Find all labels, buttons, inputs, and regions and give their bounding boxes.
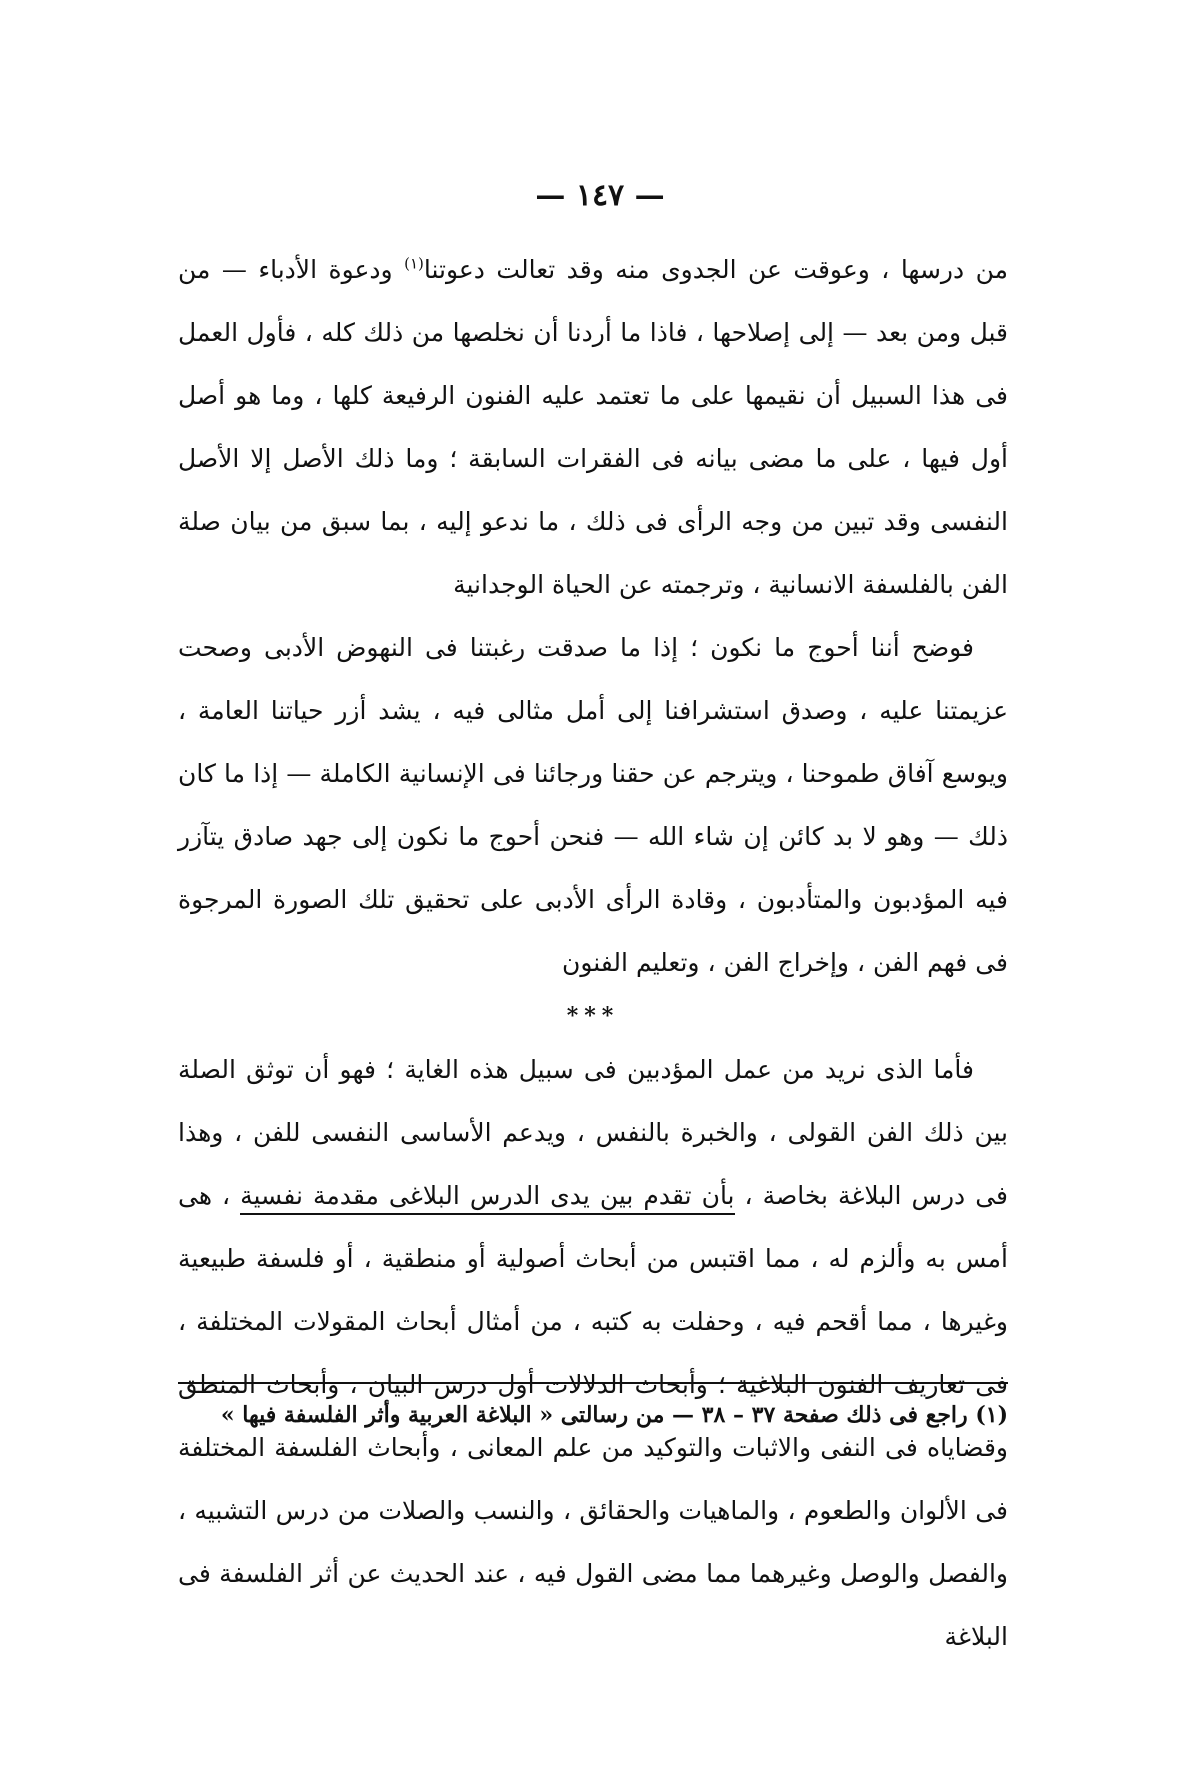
paragraph-3-text-before-underline: فأما الذى نريد من عمل المؤدبين فى سبيل هذه الغاية ؛ فهو أن توثق الصلة بين ذلك الفن القولى ، والخبرة بالنفس ، ويدعم الأساسى النفسى للفن ، وهذا فى درس البلاغة بخاصة ، (178, 1055, 1008, 1210)
footnote-divider (178, 1382, 1008, 1384)
footnote-reference-marker: (١) (404, 254, 424, 273)
footnote-text: راجع فى ذلك صفحة ٣٧ – ٣٨ — من رسالتى « البلاغة العربية وأثر الفلسفة فيها » (220, 1402, 976, 1428)
section-separator: *** (566, 1003, 620, 1029)
underlined-phrase: بأن تقدم بين يدى الدرس البلاغى مقدمة نفسية (240, 1181, 734, 1215)
paragraph-1-text-before-marker: من درسها ، وعوقت عن الجدوى منه وقد تعالت دعوتنا (423, 255, 1008, 284)
paragraph-2: فوضح أننا أحوج ما نكون ؛ إذا ما صدقت رغبتنا فى النهوض الأدبى وصحت عزيمتنا عليه ، وصدق استشرافنا إلى أمل مثالى فيه ، يشد أزر حياتنا العامة ، ويوسع آفاق طموحنا ، ويترجم عن حقنا ورجائنا فى الإنسانية الكاملة — إذا ما كان ذلك — وهو لا بد كائن إن شاء الله — فنحن أحوج ما نكون إلى جهد صادق يتآزر فيه المؤدبون والمتأدبون ، وقادة الرأى الأدبى على تحقيق تلك الصورة المرجوة فى فهم الفن ، وإخراج الفن ، وتعليم الفنون (178, 633, 1008, 977)
paragraph-3 (178, 1038, 1008, 1668)
paragraph-1 (178, 238, 1008, 616)
page-number: — ١٤٧ — (535, 178, 665, 213)
paragraph-1-text-after-marker: ودعوة الأدباء — من قبل ومن بعد — إلى إصلاحها ، فاذا ما أردنا أن نخلصها من ذلك كله ، فأول العمل فى هذا السبيل أن نقيمها على ما تعتمد عليه الفنون الرفيعة كلها ، وما هو أصل أول فيها ، على ما مضى بيانه فى الفقرات السابقة ؛ وما ذلك الأصل إلا الأصل النفسى وقد تبين من وجه الرأى فى ذلك ، ما ندعو إليه ، بما سبق من بيان صلة الفن بالفلسفة الانسانية ، وترجمته عن الحياة الوجدانية (178, 255, 1008, 599)
footnote (178, 1398, 1008, 1432)
footnote-marker: (١) (975, 1402, 1008, 1428)
body-text (178, 238, 1008, 1668)
paragraph-3-text-after-underline: ، هى أمس به وألزم له ، مما اقتبس من أبحاث أصولية أو منطقية ، أو فلسفة طبيعية وغيرها ، مما أقحم فيه ، وحفلت به كتبه ، من أمثال أبحاث المقولات المختلفة ، فى تعاريف الفنون البلاغية ؛ وأبحاث الدلالات أول درس البيان ، وأبحاث المنطق وقضاياه فى النفى والاثبات والتوكيد من علم المعانى ، وأبحاث الفلسفة المختلفة فى الألوان والطعوم ، والماهيات والحقائق ، والنسب والصلات من درس التشبيه ، والفصل والوصل وغيرهما مما مضى القول فيه ، عند الحديث عن أثر الفلسفة فى البلاغة (178, 1181, 1008, 1651)
